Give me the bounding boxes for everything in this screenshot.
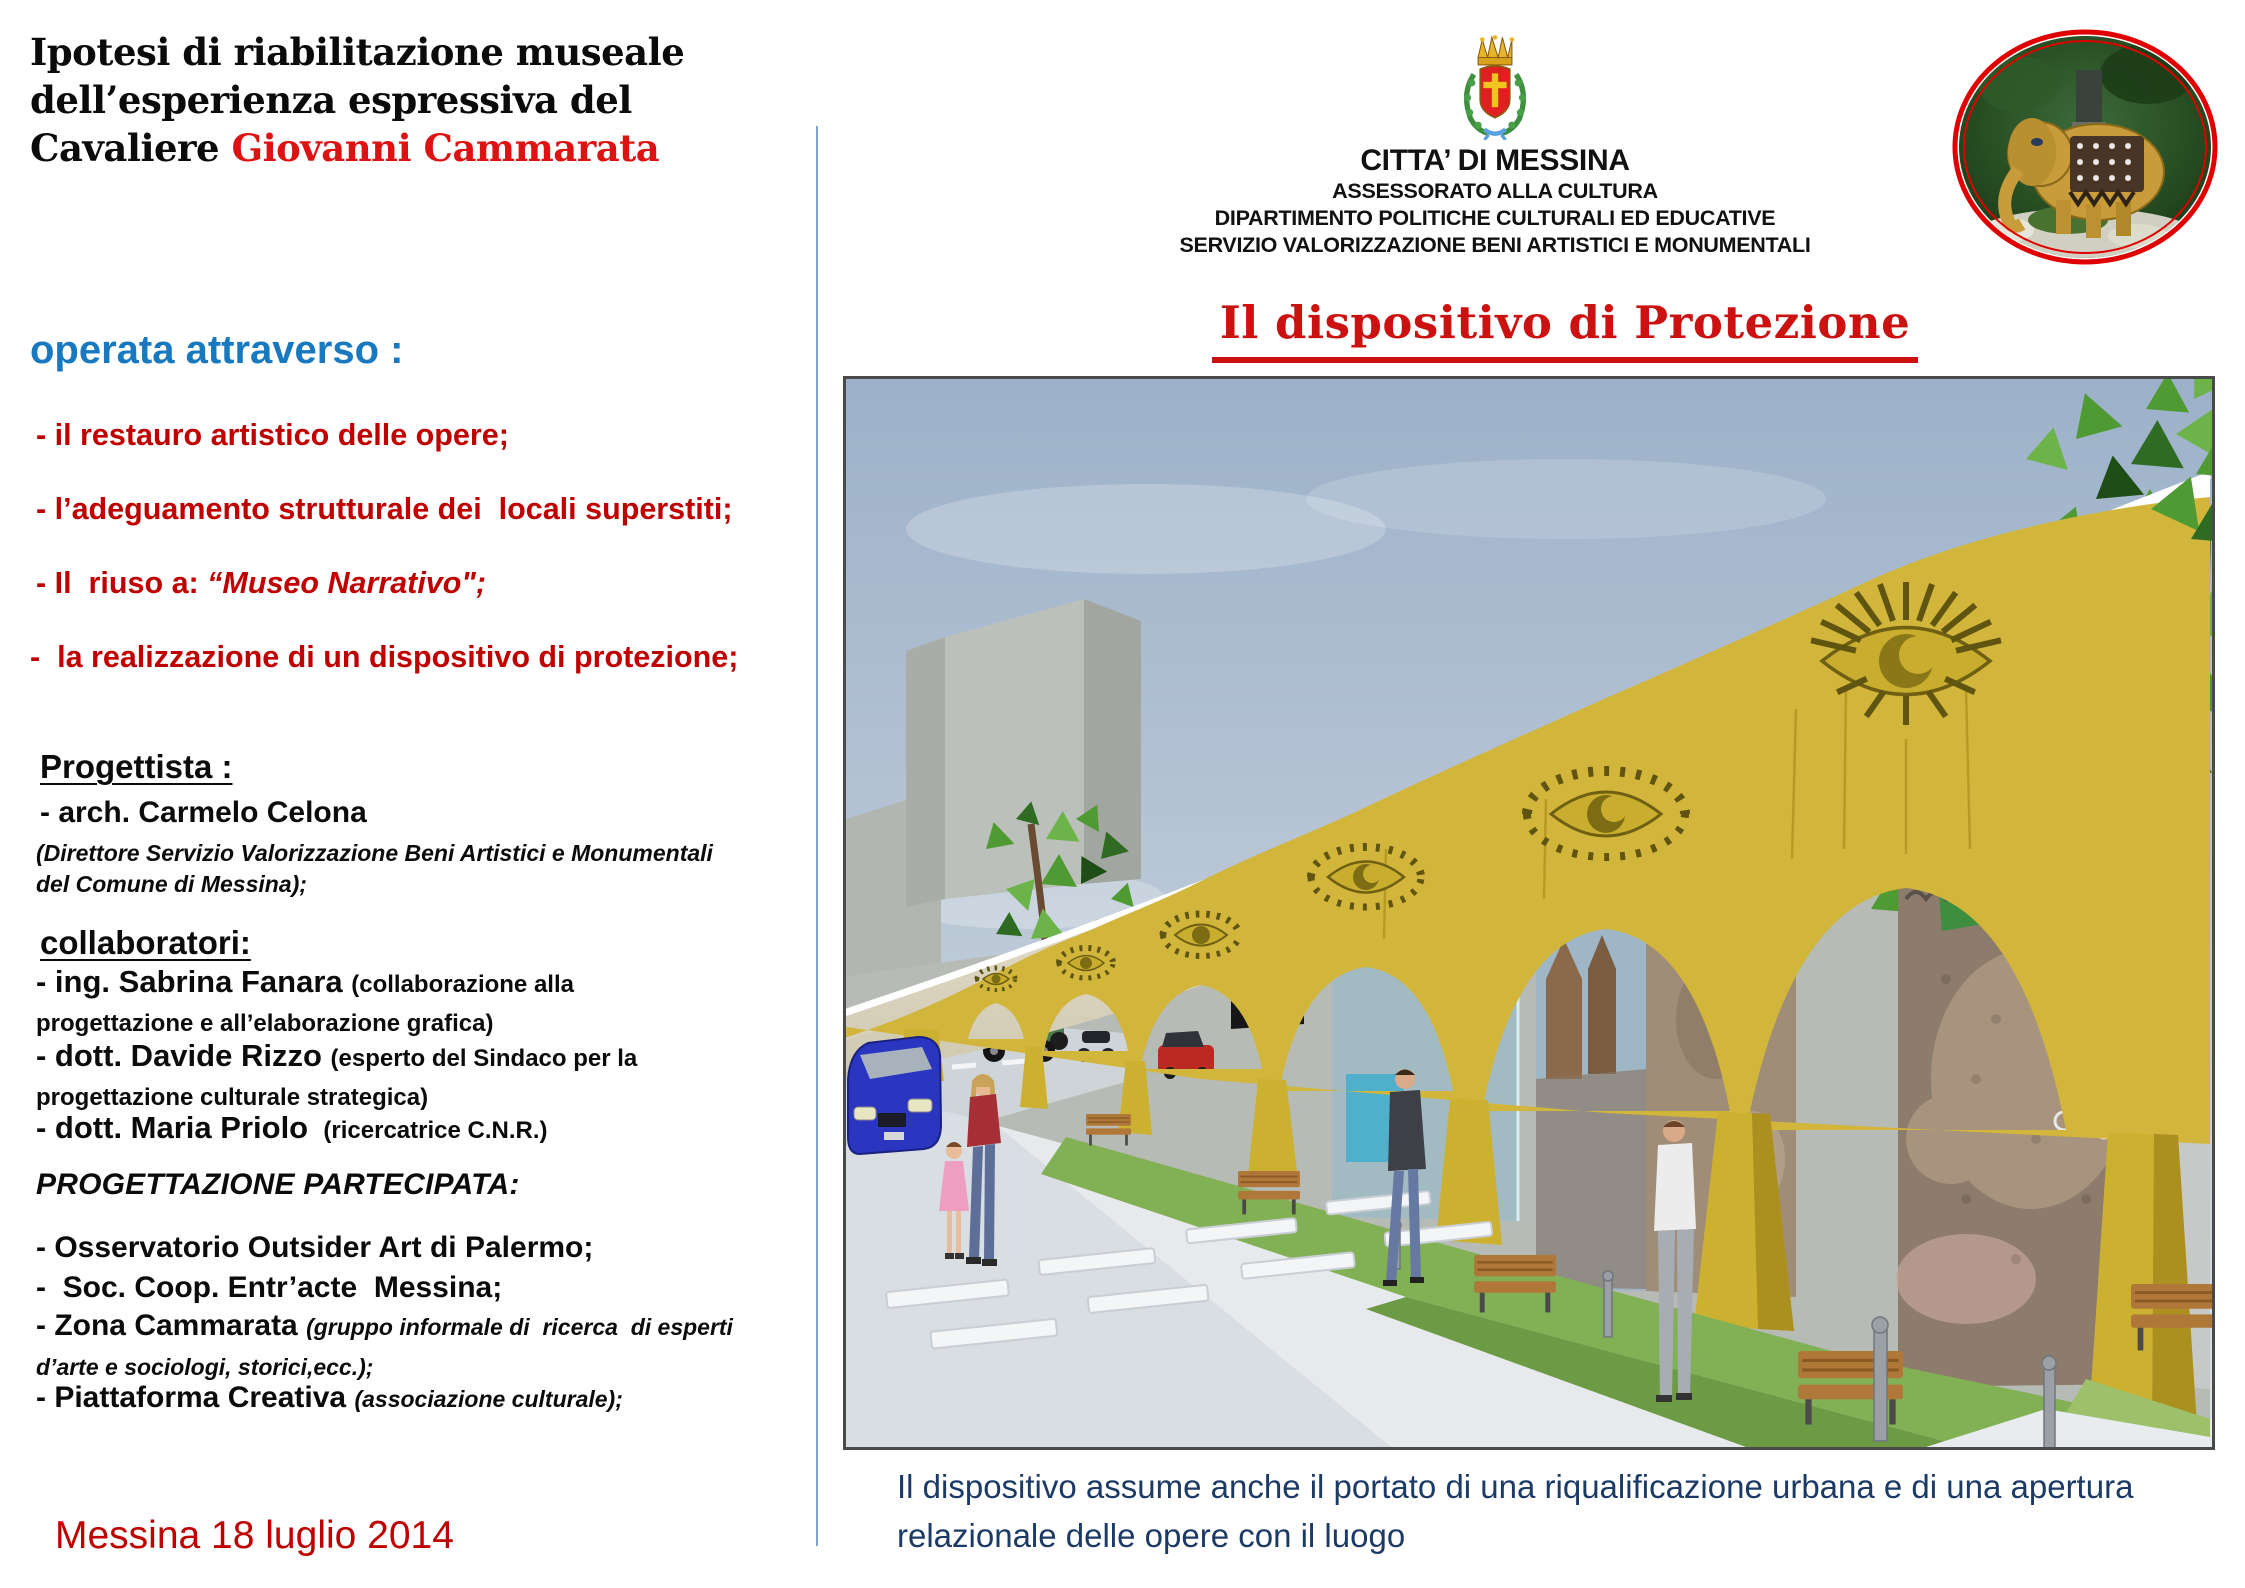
- progettista-name: - arch. Carmelo Celona: [40, 796, 367, 829]
- blue-car: [848, 1037, 941, 1154]
- progettista-heading: Progettista :: [40, 748, 233, 785]
- page-title: [30, 28, 684, 172]
- city-name: CITTA’ DI MESSINA: [1360, 144, 1630, 177]
- title-line-3: Cavaliere Giovanni Cammarata: [30, 126, 660, 170]
- partecipata-item-2: - Soc. Coop. Entr’acte Messina;: [36, 1271, 503, 1304]
- partecipata-heading: PROGETTAZIONE PARTECIPATA:: [36, 1168, 520, 1201]
- collaborator-3: - dott. Maria Priolo (ricercatrice C.N.R.): [36, 1110, 548, 1145]
- bullet-restauro: - il restauro artistico delle opere;: [36, 418, 509, 452]
- progettista-note: (Direttore Servizio Valorizzazione Beni Artistici e Monumentali del Comune di Messina);: [36, 840, 720, 897]
- divider-line: [816, 126, 818, 1546]
- title-line-1: Ipotesi di riabilitazione museale: [30, 30, 685, 74]
- institution-header: [1088, 30, 1902, 259]
- collaboratori-heading: collaboratori:: [40, 924, 251, 961]
- bullet-riuso: - Il riuso a: “Museo Narrativo";: [36, 566, 487, 600]
- elephant-photo: [1948, 24, 2222, 275]
- bullet-adeguamento: - l’adeguamento strutturale dei locali superstiti;: [36, 492, 733, 526]
- date-line: Messina 18 luglio 2014: [55, 1514, 454, 1557]
- dept-line-2: DIPARTIMENTO POLITICHE CULTURALI ED EDUCATIVE: [1214, 206, 1776, 230]
- bullet-dispositivo: - la realizzazione di un dispositivo di protezione;: [30, 640, 739, 674]
- render-illustration: [846, 379, 2212, 1447]
- caption-line-1: Il dispositivo assume anche il portato di una riqualificazione urbana e di una apertura: [897, 1468, 2134, 1505]
- city-crest-icon: [1463, 30, 1527, 140]
- title-person-name: Giovanni Cammarata: [231, 126, 660, 170]
- section-title: Il dispositivo di Protezione: [1135, 296, 1995, 363]
- caption-line-2: relazionale delle opere con il luogo: [897, 1517, 1406, 1554]
- partecipata-item-4: - Piattaforma Creativa (associazione culturale);: [36, 1381, 623, 1414]
- partecipata-item-1: - Osservatorio Outsider Art di Palermo;: [36, 1231, 594, 1264]
- render-image-frame: [843, 376, 2215, 1450]
- collaborator-1: - ing. Sabrina Fanara (collaborazione alla progettazione e all’elaborazione grafica): [36, 964, 581, 1037]
- collaborator-2: - dott. Davide Rizzo (esperto del Sindaco per la progettazione culturale strategica): [36, 1038, 644, 1111]
- intro-heading: operata attraverso :: [30, 328, 404, 372]
- partecipata-item-3: - Zona Cammarata (gruppo informale di ricerca di esperti d’arte e sociologi, storici,ecc.);: [36, 1309, 740, 1380]
- dept-line-1: ASSESSORATO ALLA CULTURA: [1332, 179, 1658, 203]
- dept-line-3: SERVIZIO VALORIZZAZIONE BENI ARTISTICI E MONUMENTALI: [1179, 233, 1811, 257]
- title-line-2: dell’esperienza espressiva del: [30, 78, 632, 122]
- image-caption: [897, 1462, 2133, 1560]
